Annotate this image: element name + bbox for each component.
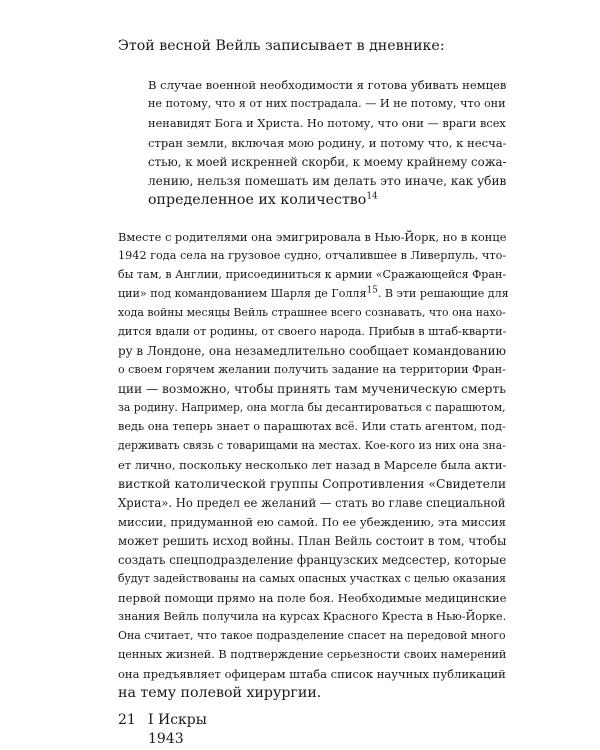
quote-line-last bbox=[148, 190, 378, 210]
paragraph-line: создать спецподразделение французских медсестер, которые bbox=[118, 552, 507, 567]
paragraph-line: висткой католической группы Сопротивления «Свидетели bbox=[118, 475, 507, 491]
paragraph-line: ценных жизней. В подтверждение серьезности своих намерений bbox=[118, 647, 507, 661]
paragraph-line: ру в Лондоне, она незамедлительно сообщает командованию bbox=[118, 343, 506, 358]
footnote-ref-15[interactable]: 15 bbox=[366, 285, 378, 296]
paragraph-line: за родину. Например, она могла бы десантироваться с парашютом, bbox=[118, 400, 506, 414]
paragraph-line: 1942 года села на грузовое судно, отчалившее в Ливерпуль, что- bbox=[118, 248, 507, 262]
paragraph-line: ет лично, поскольку несколько лет назад в Марселе была акти- bbox=[118, 457, 507, 472]
quote-line: лению, нельзя помешать им делать это иначе, как убив bbox=[148, 173, 507, 188]
paragraph-line: Вместе с родителями она эмигрировала в Нью-Йорк, но в конце bbox=[118, 229, 507, 244]
paragraph-text: . В эти решающие для bbox=[377, 286, 509, 300]
paragraph-line-footnote bbox=[118, 284, 509, 304]
page-number: 21 bbox=[118, 712, 136, 729]
paragraph-line: на тему полевой хирургии. bbox=[118, 684, 322, 701]
quote-last-text: определенное их количество bbox=[148, 191, 367, 208]
paragraph-line: держивать связь с товарищами на местах. Кое-кого из них она зна- bbox=[118, 438, 506, 452]
quote-line: стью, к моей искренней скорби, к моему крайнему сожа- bbox=[148, 154, 507, 169]
intro-line: Этой весной Вейль записывает в дневнике: bbox=[118, 38, 445, 55]
paragraph-line: может решить исход войны. План Вейль состоит в том, чтобы bbox=[118, 533, 507, 548]
running-year: 1943 bbox=[148, 731, 184, 748]
quote-line: не потому, что я от них пострадала. — И не потому, что они bbox=[148, 97, 506, 110]
paragraph-line: будут задействованы на самых опасных участках с целью оказания bbox=[118, 571, 506, 585]
paragraph-line: ции — возможно, чтобы принять там мученическую смерть bbox=[118, 381, 506, 396]
footnote-ref-14[interactable]: 14 bbox=[366, 191, 378, 202]
quote-line: В случае военной необходимости я готова убивать немцев bbox=[148, 78, 507, 92]
paragraph-line: бы там, в Англии, присоединиться к армии «Сражающейся Фран- bbox=[118, 267, 507, 281]
paragraph-line: дится вдали от родины, от своего народа. Прибыв в штаб-кварти- bbox=[118, 324, 507, 338]
paragraph-text: ции» под командованием Шарля де Голля bbox=[118, 286, 367, 300]
running-section-title: I Искры bbox=[148, 712, 207, 729]
paragraph-line: миссии, придуманной ею самой. По ее убеждению, эта миссия bbox=[118, 514, 506, 529]
paragraph-line: первой помощи прямо на поле боя. Необходимые медицинские bbox=[118, 590, 507, 605]
paragraph-line: хода войны месяцы Вейль страшнее всего сознавать, что она нахо- bbox=[118, 305, 506, 319]
quote-line: ненавидят Бога и Христа. Но потому, что они — враги всех bbox=[148, 116, 506, 130]
paragraph-line: ведь она теперь знает о парашютах всё. Или стать агентом, под- bbox=[118, 419, 506, 433]
paragraph-line: она предъявляет офицерам штаба список научных публикаций bbox=[118, 666, 506, 681]
paragraph-line: Она считает, что такое подразделение спасет на передовой много bbox=[118, 628, 506, 642]
paragraph-line: Христа». Но предел ее желаний — стать во главе специальной bbox=[118, 495, 506, 510]
paragraph-line: о своем горячем желании получить задание на территории Фран- bbox=[118, 362, 506, 376]
paragraph-line: знания Вейль получила на курсах Красного Креста в Нью-Йорке. bbox=[118, 609, 507, 623]
quote-line: стран земли, включая мою родину, и потому что, к несча- bbox=[148, 135, 507, 150]
